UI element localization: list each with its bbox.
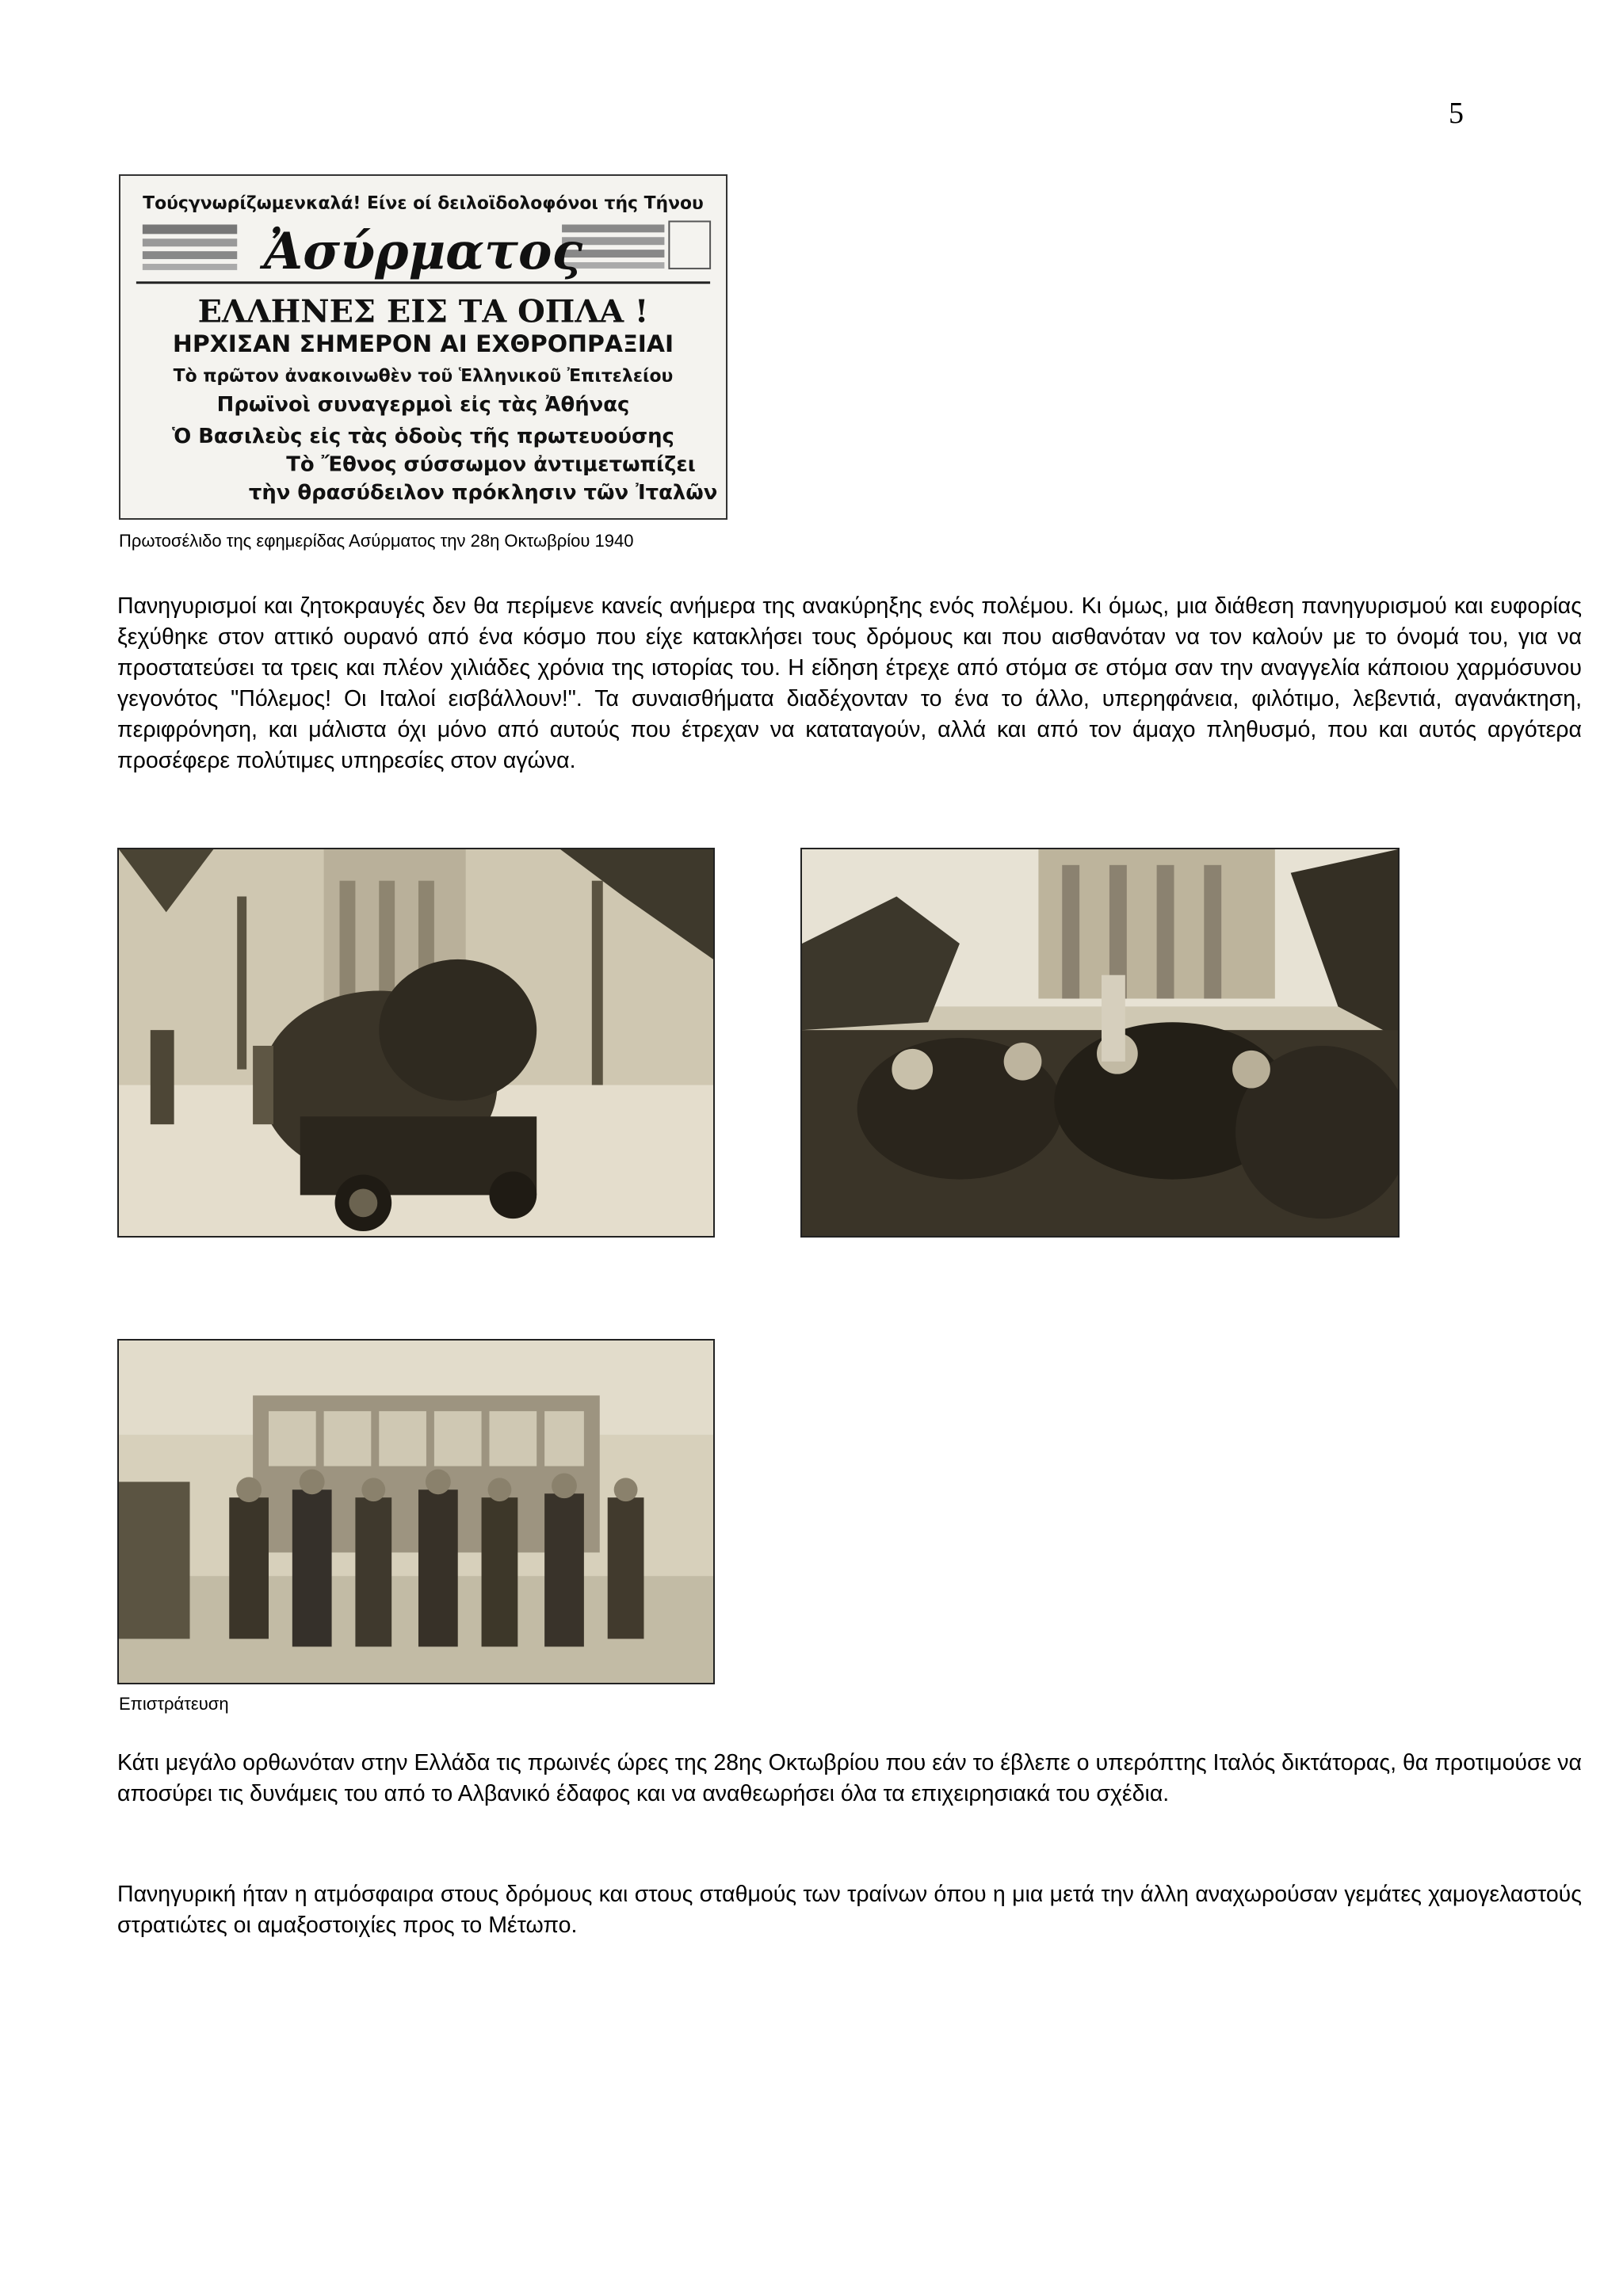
newspaper-line-2: Πρωϊνοὶ συναγερμοὶ εἰς τὰς Ἀθήνας [216,393,630,418]
newspaper-line-1: Τὸ πρῶτον ἀνακοινωθὲν τοῦ Ἑλληνικοῦ Ἐπιτελείου [173,366,674,387]
newspaper-headline-main: ΕΛΛΗΝΕΣ ΕΙΣ ΤΑ ΟΠΛΑ ! [197,293,649,330]
newspaper-line-3: Ὁ Βασιλεὺς εἰς τὰς ὁδοὺς τῆς πρωτευούσης [172,424,674,448]
newspaper-masthead: Ἀσύρματος [263,221,583,280]
page-number: 5 [1449,97,1464,130]
paragraph-1: Πανηγυρισμοί και ζητοκραυγές δεν θα περίμενε κανείς ανήμερα της ανακύρηξης ενός πολέμου. Κι όμως, μια διάθεση πανηγυρισμού και ευφορίας ξεχύθηκε στον αττικό ουρανό από ένα κόσμο που είχε κατακλήσει τους δρόμους και που αισθανόταν να τον καλούν με το όνομά του, για να προστατεύσει τα τρεις και πλέον χιλιάδες χρόνια της ιστορίας του. Η είδηση έτρεχε από στόμα σε στόμα σαν την αναγγελία κάποιου χαρμόσυνου γεγονότος "Πόλεμος! Οι Ιταλοί εισβάλλουν!". Τα συναισθήματα διαδέχονταν το ένα το άλλο, υπερηφάνεια, φιλότιμο, λεβεντιά, αγανάκτηση, περιφρόνηση, και μάλιστα όχι μόνο από αυτούς που έτρεχαν να καταταγούν, αλλά και από τον άμαχο πληθυσμό, που και αυτός αργότερα προσέφερε πολύτιμες υπηρεσίες στον αγώνα. [117,593,1582,773]
mobilization-caption: Επιστράτευση [119,1694,229,1714]
newspaper-top-line: Τούςγνωρίζωμενκαλά! Είνε οί δειλοϊδολοφόνοι τής Τήνου [143,193,704,214]
newspaper-headline-sub: ΗΡΧΙΣΑΝ ΣΗΜΕΡΟΝ ΑΙ ΕΧΘΡΟΠΡΑΞΙΑΙ [172,330,674,358]
newspaper-caption: Πρωτοσέλιδο της εφημερίδας Ασύρματος την 28η Οκτωβρίου 1940 [119,531,634,551]
photo-crowd-building [800,848,1400,1238]
newspaper-line-5: τὴν θρασύδειλον πρόκλησιν τῶν Ἰταλῶν [248,481,718,505]
photo-mobilization [117,1339,715,1684]
paragraph-2: Κάτι μεγάλο ορθωνόταν στην Ελλάδα τις πρωινές ώρες της 28ης Οκτωβρίου που εάν το έβλεπε ο υπερόπτης Ιταλός δικτάτορας, θα προτιμούσε να αποσύρει τις δυνάμεις του από το Αλβανικό έδαφος και να αναθεωρήσει όλα τα επιχειρησιακά του σχέδια. [117,1750,1582,1806]
photo-truck-crowd [117,848,715,1238]
paragraph-3: Πανηγυρική ήταν η ατμόσφαιρα στους δρόμους και στους σταθμούς των τραίνων όπου η μια μετά την άλλη αναχωρούσαν γεμάτες χαμογελαστούς στρατιώτες οι αμαξοστοιχίες προς το Μέτωπο. [117,1882,1582,1938]
newspaper-line-4: Τὸ Ἔθνος σύσσωμον ἀντιμετωπίζει [286,452,696,477]
newspaper-front-page-image [119,174,727,520]
